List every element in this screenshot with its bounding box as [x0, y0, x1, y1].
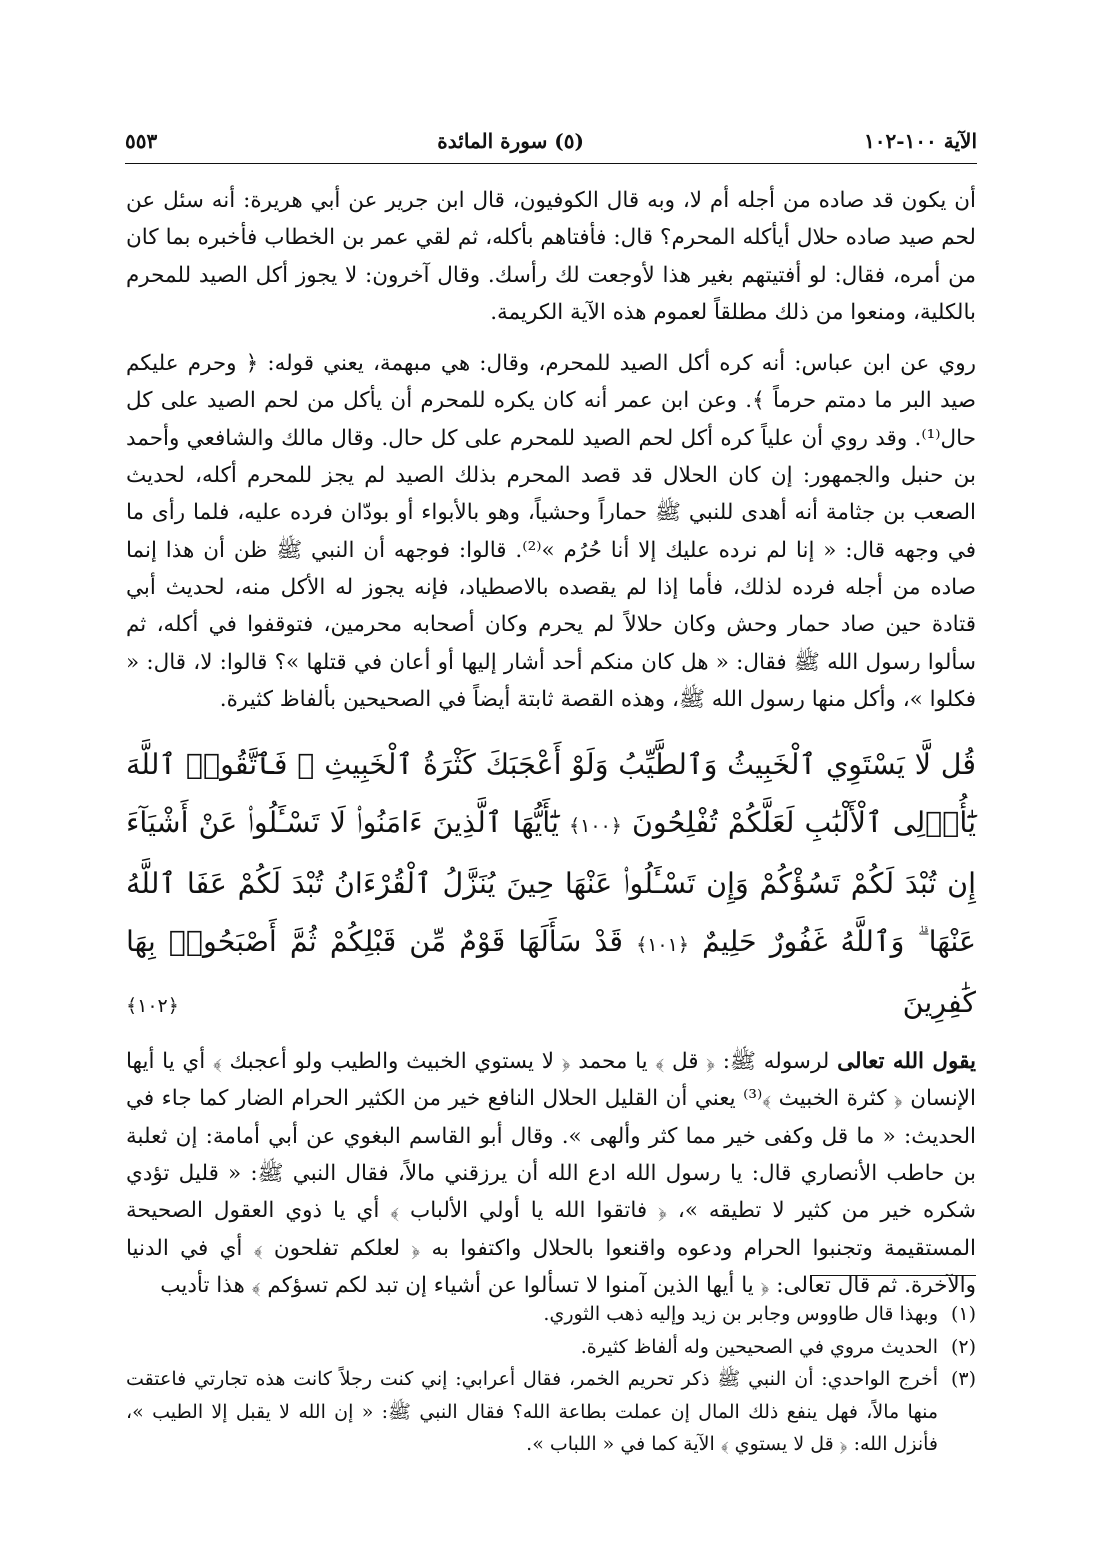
footnote-number: (٣): [950, 1368, 976, 1390]
paragraph-1: أن يكون قد صاده من أجله أم لا، وبه قال الكوفيون، قال ابن جرير عن أبي هريرة: أنه سئل عن لحم صيد صاده حلال أيأكله المحرم؟ قال: فأفتاهم بأكله، ثم لقي عمر بن الخطاب فأخبره بما كان من أمره، فقال: لو أفتيتهم بغير هذا لأوجعت لك رأسك. وقال آخرون: لا يجوز أكل الصيد للمحرم بالكلية، ومنعوا من ذلك مطلقاً لعموم هذه الآية الكريمة.: [126, 188, 976, 325]
footnote-number: (٢): [950, 1335, 976, 1358]
main-text: [126, 182, 976, 1304]
quran-verses: [126, 736, 976, 1035]
commentary-paragraph: [126, 1043, 976, 1304]
paragraph-2: روي عن ابن عباس: أنه كره أكل الصيد للمحرم، وقال: هي مبهمة، يعني قوله: ﴿ وحرم عليكم صيد البر ما دمتم حرماً ﴾. وعن ابن عمر أنه كان يكره للمحرم أن يأكل من لحم الصيد على كل حال⁽¹⁾. وقد روي أن علياً كره أكل لحم الصيد للمحرم على كل حال. وقال مالك والشافعي وأحمد بن حنبل والجمهور: إن كان الحلال قد قصد المحرم بذلك الصيد لم يجز للمحرم أكله، لحديث الصعب بن جثامة أنه أهدى للنبي ﷺ حماراً وحشياً، وهو بالأبواء أو بودّان فرده عليه، فلما رأى ما في وجهه قال: « إنا لم نرده عليك إلا أنا حُرُم »⁽²⁾. قالوا: فوجهه أن النبي ﷺ ظن أن هذا إنما صاده من أجله فرده لذلك، فأما إذا لم يقصده بالاصطياد، فإنه يجوز له الأكل منه، لحديث أبي قتادة حين صاد حمار وحش وكان حلالاً لم يحرم وكان أصحابه محرمين، فتوقفوا في أكله، ثم سألوا رسول الله ﷺ فقال: « هل كان منكم أحد أشار إليها أو أعان في قتلها »؟ قالوا: لا، قال: « فكلوا »، وأكل منها رسول الله ﷺ، وهذه القصة ثابتة أيضاً في الصحيحين بألفاظ كثيرة.: [126, 351, 976, 712]
running-header: [125, 124, 977, 158]
header-ayah-range: الآية ١٠٠-١٠٢: [864, 129, 977, 153]
footnote-text: أخرج الواحدي: أن النبي ﷺ ذكر تحريم الخمر، فقال أعرابي: إني كنت رجلاً كانت هذه تجارتي فاعتقت منها مالاً، فهل ينفع ذلك المال إن عملت بطاعة الله؟ فقال النبي ﷺ: « إن الله لا يقبل إلا الطيب »، فأنزل الله: ﴿ قل لا يستوي ﴾ الآية كما في « اللباب ».: [126, 1368, 938, 1455]
verse-102-number: ﴿١٠٢﴾: [126, 995, 179, 1018]
footnote-text: الحديث مروي في الصحيحين وله ألفاظ كثيرة.: [580, 1335, 938, 1358]
verse-100-text: قُل لَّا يَسْتَوِي ٱلْخَبِيثُ وَٱلطَّيِّبُ وَلَوْ أَعْجَبَكَ كَثْرَةُ ٱلْخَبِيثِ ۚ فَٱتَّقُوا۟ ٱللَّهَ يَٰٓأُو۟لِى ٱلْأَلْبَٰبِ لَعَلَّكُمْ تُفْلِحُونَ: [126, 748, 976, 840]
footnotes: [126, 1298, 976, 1461]
footnote-1: [126, 1298, 976, 1331]
verse-101-number: ﴿١٠١﴾: [636, 934, 689, 957]
footnote-number: (١): [950, 1303, 976, 1325]
verse-100-number: ﴿١٠٠﴾: [568, 815, 622, 838]
footnote-2: [126, 1331, 976, 1364]
commentary-lead: يقول الله تعالى: [837, 1049, 976, 1075]
header-rule: [125, 163, 977, 164]
verse-102-text: قَدْ سَأَلَهَا قَوْمٌ مِّن قَبْلِكُمْ ثُمَّ أَصْبَحُوا۟ بِهَا كَٰفِرِينَ: [126, 925, 976, 1020]
commentary-text: لرسوله ﷺ: ﴿ قل ﴾ يا محمد ﴿ لا يستوي الخبيث والطيب ولو أعجبك ﴾ أي يا أيها الإنسان ﴿ كثرة الخبيث ﴾⁽³⁾ يعني أن القليل الحلال النافع خير من الكثير الحرام الضار كما جاء في الحديث: « ما قل وكفى خير مما كثر وألهى ». وقال أبو القاسم البغوي عن أبي أمامة: إن ثعلبة بن حاطب الأنصاري قال: يا رسول الله ادع الله أن يرزقني مالاً، فقال النبي ﷺ: « قليل تؤدي شكره خير من كثير لا تطيقه »، ﴿ فاتقوا الله يا أولي الألباب ﴾ أي يا ذوي العقول الصحيحة المستقيمة وتجنبوا الحرام ودعوه واقنعوا بالحلال واكتفوا به ﴿ لعلكم تفلحون ﴾ أي في الدنيا والآخرة. ثم قال تعالى: ﴿ يا أيها الذين آمنوا لا تسألوا عن أشياء إن تبد لكم تسؤكم ﴾ هذا تأديب: [126, 1049, 976, 1298]
footnote-3: [126, 1363, 976, 1461]
page-number: ٥٥٣: [125, 129, 158, 153]
header-surah-name: (٥) سورة المائدة: [437, 129, 584, 153]
footnote-rule: [810, 1275, 976, 1276]
verse-101-text: يَٰٓأَيُّهَا ٱلَّذِينَ ءَامَنُوا۟ لَا تَسْـَٔلُوا۟ عَنْ أَشْيَآءَ إِن تُبْدَ لَكُمْ تَسُؤْكُمْ وَإِن تَسْـَٔلُوا۟ عَنْهَا حِينَ يُنَزَّلُ ٱلْقُرْءَانُ تُبْدَ لَكُمْ عَفَا ٱللَّهُ عَنْهَا ۗ وَٱللَّهُ غَفُورٌ حَلِيمٌ: [126, 806, 976, 959]
footnote-text: وبهذا قال طاووس وجابر بن زيد وإليه ذهب الثوري.: [543, 1303, 938, 1325]
